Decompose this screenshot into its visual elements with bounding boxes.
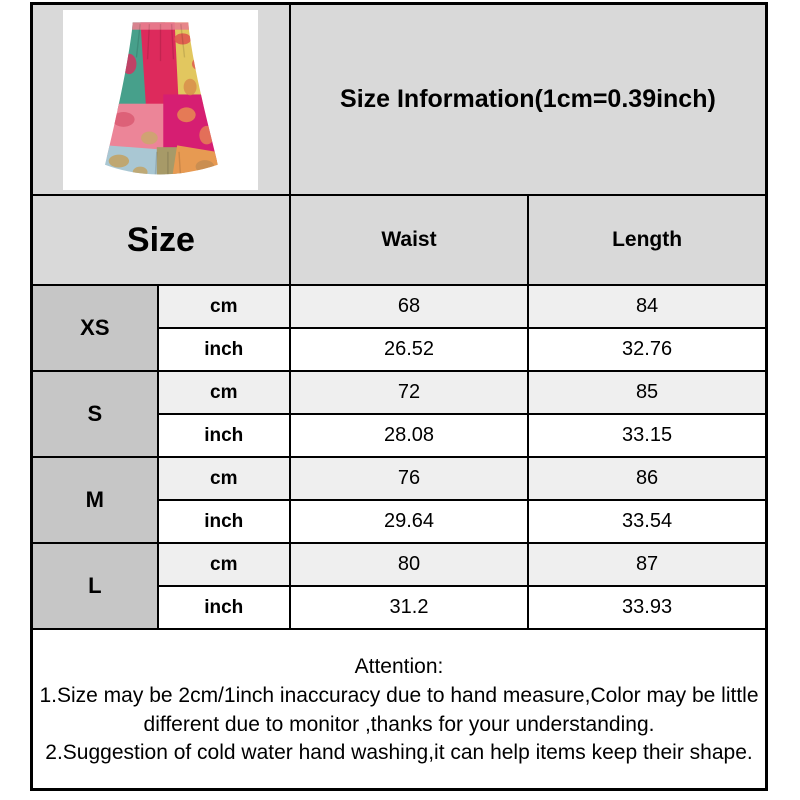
length-column-header: Length — [528, 195, 766, 285]
attention-heading: Attention: — [354, 654, 444, 678]
waist-value-m-cm: 76 — [290, 457, 528, 500]
attention-section — [33, 650, 765, 768]
unit-cell-m-cm: cm — [158, 457, 290, 500]
waist-value-xs-inch: 26.52 — [290, 328, 528, 371]
title-cell — [290, 4, 767, 196]
skirt-image — [68, 13, 253, 187]
attention-item: 1.Size may be 2cm/1inch inaccuracy due to hand measure,Color may be little different due to monitor ,thanks for your understanding. — [39, 683, 759, 736]
waist-value-xs-cm: 68 — [290, 285, 528, 328]
unit-cell-s-inch: inch — [158, 414, 290, 457]
size-chart-table — [30, 2, 768, 791]
size-column-header: Size — [32, 195, 290, 285]
unit-cell-xs-cm: cm — [158, 285, 290, 328]
waist-value-m-inch: 29.64 — [290, 500, 528, 543]
unit-cell-xs-inch: inch — [158, 328, 290, 371]
length-value-xs-cm: 84 — [528, 285, 766, 328]
waist-column-header: Waist — [290, 195, 528, 285]
unit-cell-l-cm: cm — [158, 543, 290, 586]
size-label-l: L — [32, 543, 158, 629]
length-value-s-inch: 33.15 — [528, 414, 766, 457]
length-value-m-cm: 86 — [528, 457, 766, 500]
page-title: Size Information(1cm=0.39inch) — [340, 85, 716, 113]
attention-item: 2.Suggestion of cold water hand washing,it can help items keep their shape. — [45, 741, 753, 765]
waist-value-s-inch: 28.08 — [290, 414, 528, 457]
size-label-m: M — [32, 457, 158, 543]
length-value-s-cm: 85 — [528, 371, 766, 414]
length-value-m-inch: 33.54 — [528, 500, 766, 543]
attention-cell — [32, 629, 767, 790]
waist-value-l-inch: 31.2 — [290, 586, 528, 629]
length-value-l-cm: 87 — [528, 543, 766, 586]
waist-value-l-cm: 80 — [290, 543, 528, 586]
unit-cell-s-cm: cm — [158, 371, 290, 414]
unit-cell-l-inch: inch — [158, 586, 290, 629]
unit-cell-m-inch: inch — [158, 500, 290, 543]
product-image-cell — [32, 4, 290, 196]
length-value-l-inch: 33.93 — [528, 586, 766, 629]
waist-value-s-cm: 72 — [290, 371, 528, 414]
size-label-xs: XS — [32, 285, 158, 371]
size-label-s: S — [32, 371, 158, 457]
length-value-xs-inch: 32.76 — [528, 328, 766, 371]
product-photo — [63, 10, 258, 190]
